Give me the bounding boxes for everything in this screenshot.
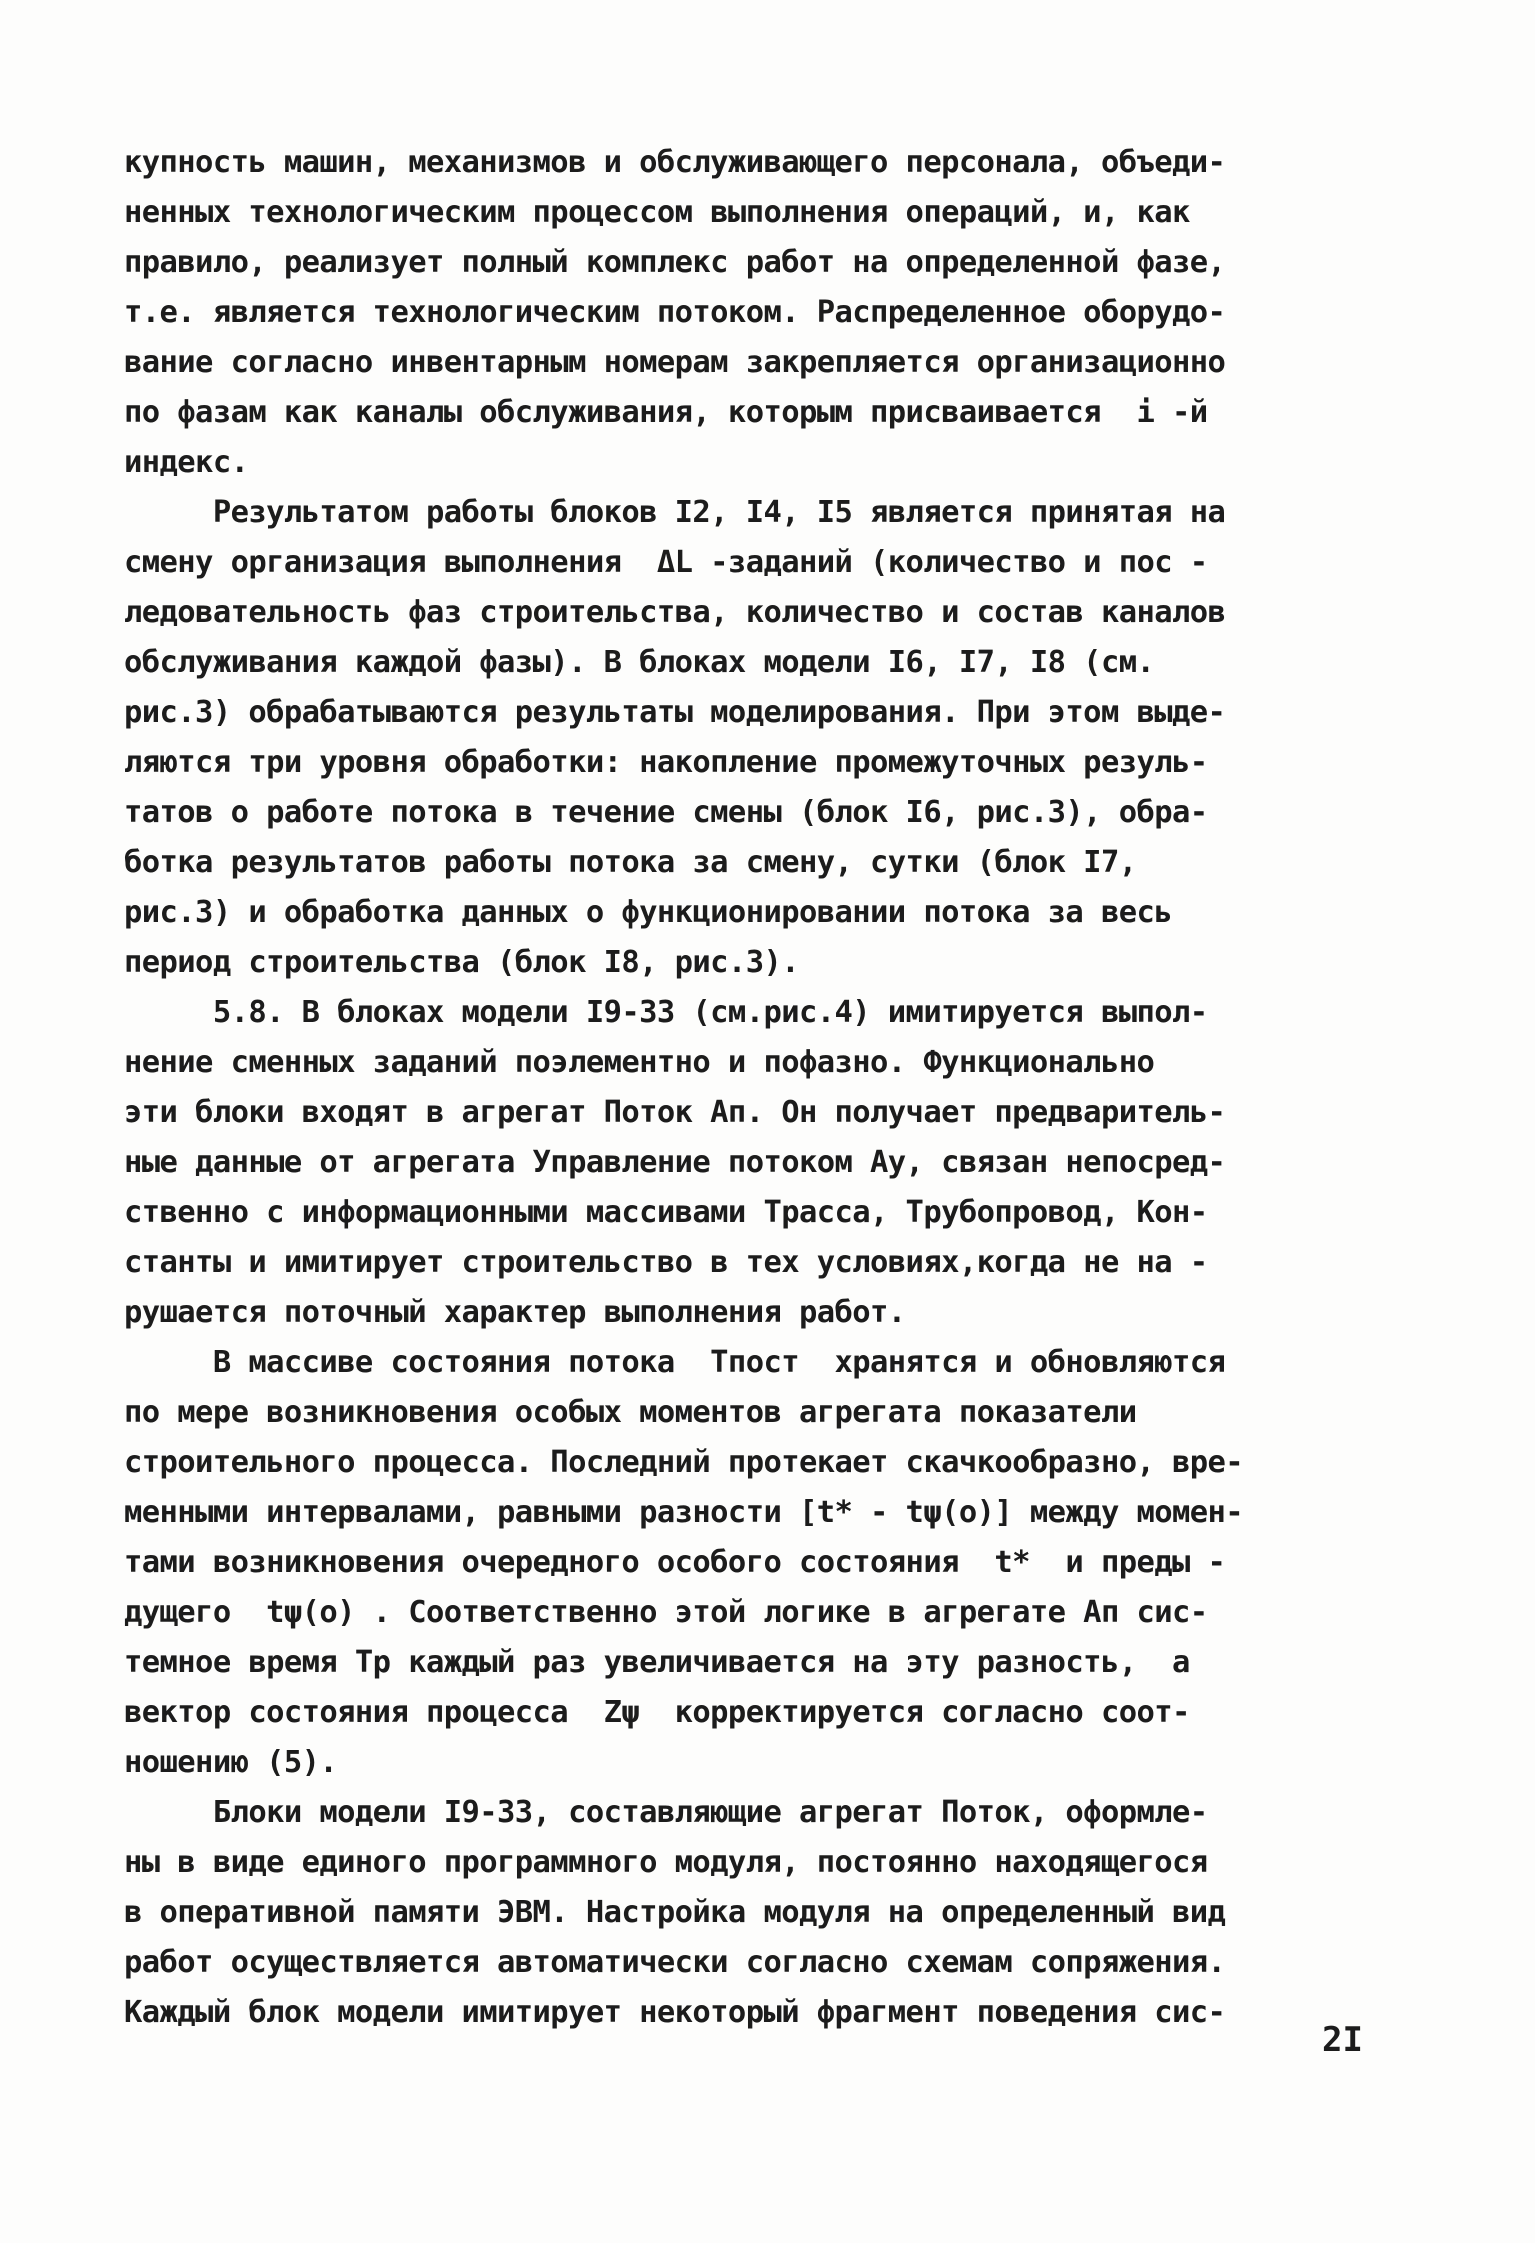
text-line: дущего tψ(o) . Соответственно этой логике в агрегате Aп сис-	[124, 1595, 1208, 1630]
text-line: в оперативной памяти ЭВМ. Настройка модуля на определенный вид	[124, 1895, 1226, 1930]
text-line: период строительства (блок I8, рис.3).	[124, 945, 799, 980]
text-line: татов о работе потока в течение смены (блок I6, рис.3), обра-	[124, 795, 1208, 830]
text-line: ботка результатов работы потока за смену, сутки (блок I7,	[124, 845, 1137, 880]
text-line: индекс.	[124, 445, 249, 480]
text-line: вание согласно инвентарным номерам закрепляется организационно	[124, 345, 1226, 380]
page-number: 2I	[1322, 2020, 1363, 2060]
text-line: работ осуществляется автоматически согласно схемам сопряжения.	[124, 1945, 1226, 1980]
text-line: правило, реализует полный комплекс работ на определенной фазе,	[124, 245, 1226, 280]
text-line: станты и имитирует строительство в тех условиях,когда не на -	[124, 1245, 1208, 1280]
text-line: эти блоки входят в агрегат Поток Aп. Он получает предваритель-	[124, 1095, 1226, 1130]
text-line: ненных технологическим процессом выполнения операций, и, как	[124, 195, 1190, 230]
text-line: ны в виде единого программного модуля, постоянно находящегося	[124, 1845, 1208, 1880]
text-line: ношению (5).	[124, 1745, 338, 1780]
text-line: темное время Tр каждый раз увеличивается на эту разность, а	[124, 1645, 1190, 1680]
text-line: нение сменных заданий поэлементно и пофазно. Функционально	[124, 1045, 1155, 1080]
text-line: ные данные от агрегата Управление потоком Aу, связан непосред-	[124, 1145, 1226, 1180]
text-line: купность машин, механизмов и обслуживающего персонала, объеди-	[124, 145, 1226, 180]
text-line: тами возникновения очередного особого состояния t* и преды -	[124, 1545, 1226, 1580]
text-line: ляются три уровня обработки: накопление промежуточных резуль-	[124, 745, 1208, 780]
text-line: рушается поточный характер выполнения работ.	[124, 1295, 906, 1330]
text-line: Каждый блок модели имитирует некоторый фрагмент поведения сис-	[124, 1995, 1226, 2030]
text-line: В массиве состояния потока Tпост хранятся и обновляются	[124, 1345, 1226, 1380]
text-line: ледовательность фаз строительства, количество и состав каналов	[124, 595, 1226, 630]
text-line: Блоки модели I9-33, составляющие агрегат Поток, оформле-	[124, 1795, 1208, 1830]
text-line: вектор состояния процесса Zψ корректируется согласно соот-	[124, 1695, 1190, 1730]
text-line: обслуживания каждой фазы). В блоках модели I6, I7, I8 (см.	[124, 645, 1155, 680]
text-line: по мере возникновения особых моментов агрегата показатели	[124, 1395, 1137, 1430]
text-line: строительного процесса. Последний протекает скачкообразно, вре-	[124, 1445, 1244, 1480]
text-line: т.е. является технологическим потоком. Распределенное оборудо-	[124, 295, 1226, 330]
text-line: смену организация выполнения ΔL -заданий (количество и пос -	[124, 545, 1208, 580]
text-line: по фазам как каналы обслуживания, которым присваивается i -й	[124, 395, 1208, 430]
text-line: менными интервалами, равными разности [t* - tψ(o)] между момен-	[124, 1495, 1244, 1530]
text-line: ственно с информационными массивами Трасса, Трубопровод, Кон-	[124, 1195, 1208, 1230]
text-line: 5.8. В блоках модели I9-33 (см.рис.4) имитируется выпол-	[124, 995, 1208, 1030]
body-text	[124, 138, 1394, 2038]
text-line: рис.3) и обработка данных о функционировании потока за весь	[124, 895, 1172, 930]
text-line: Результатом работы блоков I2, I4, I5 является принятая на	[124, 495, 1226, 530]
text-line: рис.3) обрабатываются результаты моделирования. При этом выде-	[124, 695, 1226, 730]
